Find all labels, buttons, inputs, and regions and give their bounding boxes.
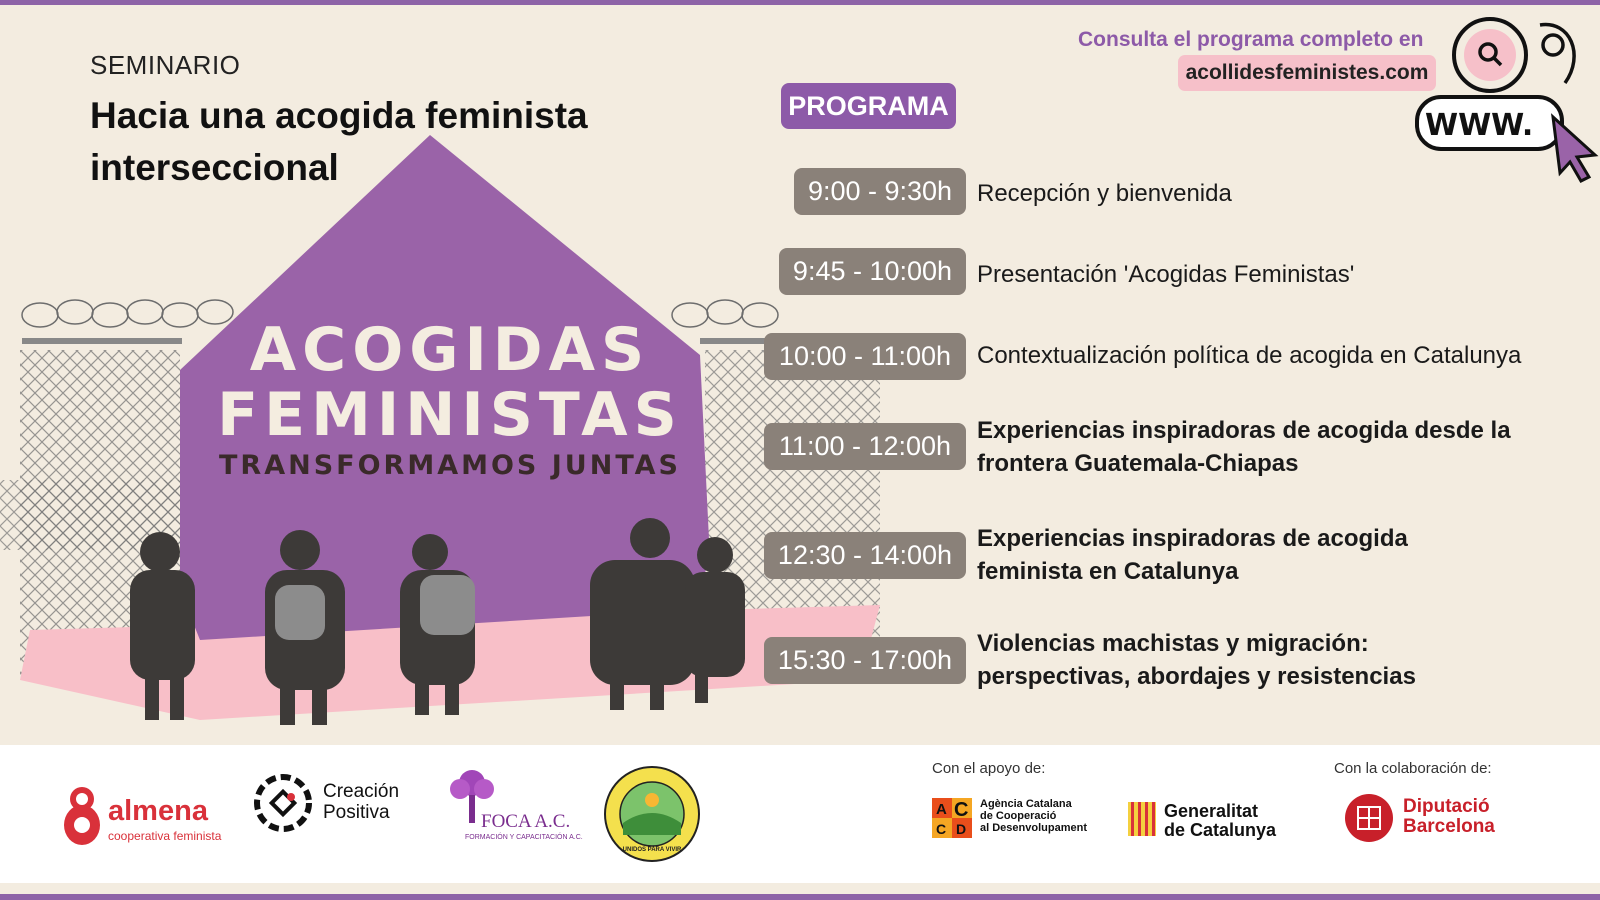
sponsors-footer	[0, 745, 1600, 883]
seminar-kicker: SEMINARIO	[90, 50, 241, 80]
www-text: WWW.	[1425, 108, 1534, 143]
accd-line-2: de Cooperació	[980, 810, 1057, 822]
almena-logo	[62, 785, 232, 850]
colaboracion-label: Con la colaboración de:	[1334, 760, 1492, 777]
svg-text:C: C	[954, 799, 969, 821]
matryoshka-icon	[62, 785, 102, 847]
creacion-line-1: Creación	[323, 781, 400, 802]
apoyo-label: Con el apoyo de:	[932, 760, 1046, 777]
bottom-border	[0, 894, 1600, 900]
event-title: Violencias machistas y migración: perspectivas, abordajes y resistencias	[977, 630, 1416, 690]
time-pill: 9:00 - 9:30h	[794, 168, 966, 215]
svg-text:C: C	[936, 821, 947, 837]
diputacio-line-2: Barcelona	[1403, 816, 1495, 837]
cursor-icon	[1553, 117, 1595, 181]
time-pill: 15:30 - 17:00h	[764, 637, 966, 684]
foca-logo	[447, 767, 583, 847]
generalitat-line-1: Generalitat	[1164, 801, 1259, 821]
creacion-positiva-icon	[253, 773, 313, 833]
accd-logo	[932, 798, 1107, 840]
diputacio-line-1: Diputació	[1403, 796, 1490, 817]
accd-icon	[932, 798, 972, 838]
creacion-positiva-logo	[253, 773, 423, 838]
apromsal-bottom: UNIDOS PARA VIVIR	[622, 847, 682, 853]
generalitat-icon	[1128, 802, 1156, 836]
time-pill: 9:45 - 10:00h	[779, 248, 966, 295]
almena-name: almena	[108, 795, 208, 827]
event-title: Contextualización política de acogida en Catalunya	[977, 342, 1522, 369]
event-title: Experiencias inspiradoras de acogida feminista en Catalunya	[977, 525, 1408, 585]
event-title: Recepción y bienvenida	[977, 180, 1232, 207]
almena-sub: cooperativa feminista	[108, 829, 222, 843]
time-pill: 11:00 - 12:00h	[764, 423, 966, 470]
generalitat-logo	[1128, 800, 1288, 842]
diputacio-logo	[1344, 793, 1524, 845]
hero-line-1: ACOGIDAS	[249, 315, 651, 385]
apromsal-seal	[603, 765, 701, 863]
svg-text:A: A	[936, 801, 947, 818]
accd-line-1: Agència Catalana	[980, 798, 1072, 810]
seminar-title: Hacia una acogida feminista interseccional	[90, 95, 588, 188]
time-pill: 12:30 - 14:00h	[764, 532, 966, 579]
top-border	[0, 0, 1600, 5]
hero-line-2: FEMINISTAS	[217, 380, 683, 450]
consulta-text: Consulta el programa completo en	[1078, 28, 1424, 51]
search-icon	[1464, 29, 1516, 81]
time-pill: 10:00 - 11:00h	[764, 333, 966, 380]
creacion-line-2: Positiva	[323, 802, 390, 823]
foca-name: FOCA A.C.	[481, 811, 571, 832]
hero-line-3: TRANSFORMAMOS JUNTAS	[219, 450, 681, 481]
diputacio-icon	[1344, 793, 1394, 843]
programa-badge: PROGRAMA	[781, 83, 956, 129]
svg-text:D: D	[956, 821, 967, 837]
generalitat-line-2: de Catalunya	[1164, 820, 1277, 840]
foca-sub: FORMACIÓN Y CAPACITACIÓN A.C.	[465, 834, 583, 841]
website-link[interactable]: acollidesfeministes.com	[1178, 55, 1436, 91]
event-title: Experiencias inspiradoras de acogida desde la frontera Guatemala-Chiapas	[977, 417, 1511, 477]
event-title: Presentación 'Acogidas Feministas'	[977, 261, 1355, 288]
www-search-graphic	[1405, 5, 1600, 185]
accd-line-3: al Desenvolupament	[980, 822, 1087, 834]
